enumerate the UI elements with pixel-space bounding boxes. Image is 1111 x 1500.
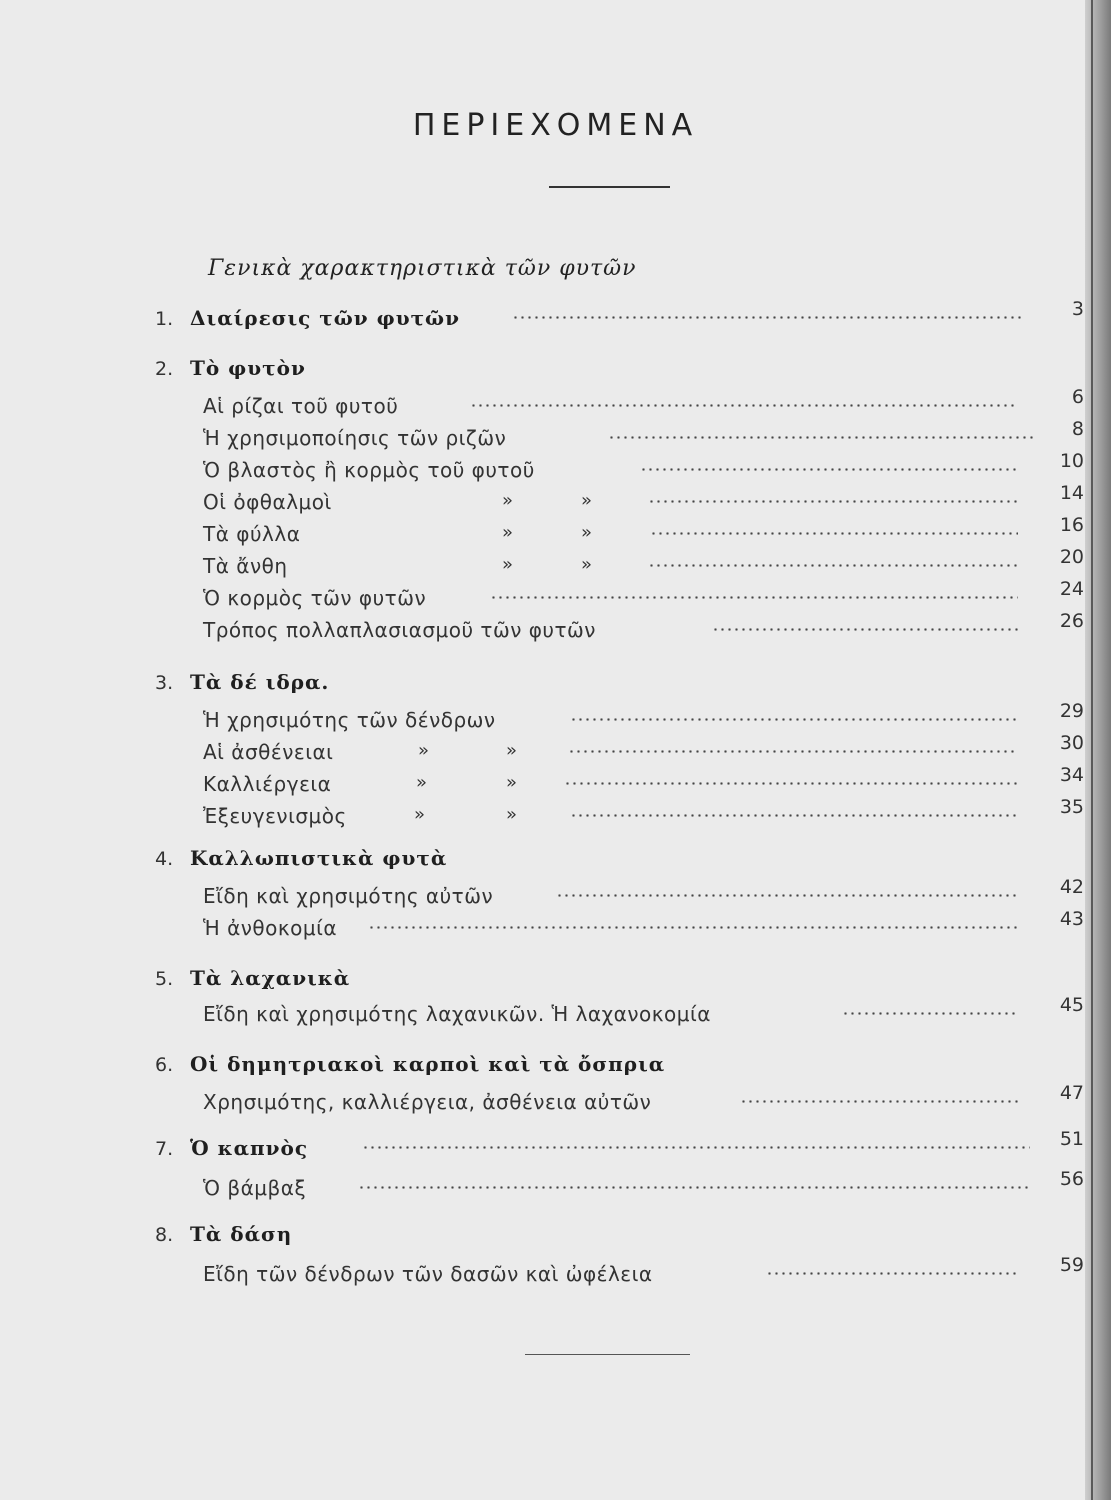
title-divider bbox=[549, 186, 670, 188]
section-heading: Οἱ δημητριακοὶ καρποὶ καὶ τὰ ὄσπρια bbox=[190, 1052, 666, 1076]
entry-title: Ἐξευγενισμὸς bbox=[203, 804, 347, 828]
page-title: ΠΕΡΙΕΧΟΜΕΝΑ bbox=[412, 108, 699, 143]
entry-title: Τὰ φύλλα bbox=[203, 522, 301, 546]
page-number: 8 bbox=[1071, 418, 1084, 440]
toc-entry[interactable] bbox=[0, 732, 1111, 770]
entry-title: Καλλιέργεια bbox=[203, 772, 332, 796]
leader-dots bbox=[512, 316, 1024, 319]
ditto-mark: » bbox=[506, 740, 518, 761]
toc-entry[interactable] bbox=[0, 994, 1111, 1032]
leader-dots bbox=[740, 1100, 1018, 1103]
toc-section-5 bbox=[0, 966, 1111, 996]
page-number: 56 bbox=[1059, 1168, 1084, 1190]
toc-entry[interactable] bbox=[0, 514, 1111, 552]
leader-dots bbox=[648, 500, 1018, 503]
bottom-divider bbox=[525, 1354, 690, 1355]
page-number: 47 bbox=[1059, 1082, 1084, 1104]
leader-dots bbox=[362, 1146, 1030, 1149]
entry-title: Οἱ ὀφθαλμοὶ bbox=[203, 490, 332, 514]
toc-intro-heading: Γενικὰ χαρακτηριστικὰ τῶν φυτῶν bbox=[208, 256, 637, 281]
toc-entry[interactable] bbox=[0, 876, 1111, 914]
toc-section-2 bbox=[0, 356, 1111, 386]
entry-title: Ὁ βάμβαξ bbox=[203, 1176, 307, 1200]
entry-title: Τὰ ἄνθη bbox=[203, 554, 288, 578]
toc-entry[interactable] bbox=[0, 1254, 1111, 1292]
leader-dots bbox=[556, 894, 1018, 897]
toc-entry[interactable] bbox=[0, 578, 1111, 616]
page-number: 43 bbox=[1059, 908, 1084, 930]
entry-title: Ἡ ἀνθοκομία bbox=[203, 916, 338, 940]
section-number: 6. bbox=[155, 1054, 174, 1076]
section-number: 4. bbox=[155, 848, 174, 870]
section-heading: Τὰ δάση bbox=[190, 1222, 293, 1246]
ditto-mark: » bbox=[581, 522, 593, 543]
toc-entry[interactable] bbox=[0, 1082, 1111, 1120]
leader-dots bbox=[650, 532, 1018, 535]
entry-title: Εἴδη καὶ χρησιμότης λαχανικῶν. Ἡ λαχανοκομία bbox=[203, 1002, 711, 1026]
toc-entry[interactable] bbox=[0, 418, 1111, 456]
ditto-mark: » bbox=[418, 740, 430, 761]
entry-title: Αἱ ρίζαι τοῦ φυτοῦ bbox=[203, 394, 399, 418]
leader-dots bbox=[368, 926, 1018, 929]
section-number: 3. bbox=[155, 672, 174, 694]
toc-entry[interactable] bbox=[0, 546, 1111, 584]
toc-entry[interactable] bbox=[0, 450, 1111, 488]
leader-dots bbox=[570, 814, 1018, 817]
toc-section-4 bbox=[0, 846, 1111, 876]
entry-title: Εἴδη τῶν δένδρων τῶν δασῶν καὶ ὠφέλεια bbox=[203, 1262, 653, 1286]
leader-dots bbox=[358, 1186, 1028, 1189]
toc-section-3 bbox=[0, 670, 1111, 700]
page-number: 29 bbox=[1059, 700, 1084, 722]
toc-entry[interactable] bbox=[0, 796, 1111, 834]
ditto-mark: » bbox=[502, 522, 514, 543]
page-number: 35 bbox=[1059, 796, 1084, 818]
toc-entry[interactable] bbox=[0, 908, 1111, 946]
page-number: 30 bbox=[1059, 732, 1084, 754]
leader-dots bbox=[564, 782, 1018, 785]
section-heading: Ὁ καπνὸς bbox=[190, 1136, 309, 1160]
entry-title: Εἴδη καὶ χρησιμότης αὐτῶν bbox=[203, 884, 494, 908]
leader-dots bbox=[608, 436, 1036, 439]
toc-section-1[interactable] bbox=[0, 298, 1111, 336]
page-number: 51 bbox=[1059, 1128, 1084, 1150]
leader-dots bbox=[648, 564, 1018, 567]
leader-dots bbox=[568, 750, 1018, 753]
section-heading: Τὰ δέ ιδρα. bbox=[190, 670, 330, 694]
page-number: 10 bbox=[1059, 450, 1084, 472]
leader-dots bbox=[842, 1012, 1018, 1015]
leader-dots bbox=[470, 404, 1018, 407]
entry-title: Τρόπος πολλαπλασιασμοῦ τῶν φυτῶν bbox=[203, 618, 596, 642]
entry-title: Ἡ χρησιμότης τῶν δένδρων bbox=[203, 708, 496, 732]
ditto-mark: » bbox=[506, 804, 518, 825]
toc-section-7[interactable] bbox=[0, 1128, 1111, 1166]
ditto-mark: » bbox=[416, 772, 428, 793]
ditto-mark: » bbox=[581, 554, 593, 575]
toc-entry[interactable] bbox=[0, 482, 1111, 520]
toc-entry[interactable] bbox=[0, 1168, 1111, 1206]
toc-section-6 bbox=[0, 1052, 1111, 1082]
ditto-mark: » bbox=[581, 490, 593, 511]
toc-section-8 bbox=[0, 1222, 1111, 1252]
entry-title: Χρησιμότης, καλλιέργεια, ἀσθένεια αὐτῶν bbox=[203, 1090, 652, 1114]
toc-entry[interactable] bbox=[0, 610, 1111, 648]
page-number: 59 bbox=[1059, 1254, 1084, 1276]
page-number: 26 bbox=[1059, 610, 1084, 632]
section-number: 2. bbox=[155, 358, 174, 380]
toc-entry[interactable] bbox=[0, 386, 1111, 424]
section-heading: Καλλωπιστικὰ φυτὰ bbox=[190, 846, 448, 870]
section-heading: Διαίρεσις τῶν φυτῶν bbox=[190, 306, 460, 330]
section-number: 5. bbox=[155, 968, 174, 990]
section-heading: Τὰ λαχανικὰ bbox=[190, 966, 351, 990]
page-number: 3 bbox=[1071, 298, 1084, 320]
page-number: 14 bbox=[1059, 482, 1084, 504]
section-heading: Τὸ φυτὸν bbox=[190, 356, 306, 380]
entry-title: Αἱ ἀσθένειαι bbox=[203, 740, 334, 764]
leader-dots bbox=[712, 628, 1018, 631]
ditto-mark: » bbox=[414, 804, 426, 825]
leader-dots bbox=[570, 718, 1018, 721]
page-number: 34 bbox=[1059, 764, 1084, 786]
toc-entry[interactable] bbox=[0, 764, 1111, 802]
ditto-mark: » bbox=[506, 772, 518, 793]
entry-title: Ὁ κορμὸς τῶν φυτῶν bbox=[203, 586, 427, 610]
leader-dots bbox=[490, 596, 1018, 599]
ditto-mark: » bbox=[502, 554, 514, 575]
page-number: 24 bbox=[1059, 578, 1084, 600]
leader-dots bbox=[640, 468, 1018, 471]
entry-title: Ὁ βλαστὸς ἢ κορμὸς τοῦ φυτοῦ bbox=[203, 458, 535, 482]
section-number: 7. bbox=[155, 1138, 174, 1160]
section-number: 8. bbox=[155, 1224, 174, 1246]
section-number: 1. bbox=[155, 308, 174, 330]
page-number: 45 bbox=[1059, 994, 1084, 1016]
ditto-mark: » bbox=[502, 490, 514, 511]
page-number: 6 bbox=[1071, 386, 1084, 408]
page-number: 20 bbox=[1059, 546, 1084, 568]
toc-entry[interactable] bbox=[0, 700, 1111, 738]
page-number: 42 bbox=[1059, 876, 1084, 898]
leader-dots bbox=[766, 1272, 1018, 1275]
entry-title: Ἡ χρησιμοποίησις τῶν ριζῶν bbox=[203, 426, 507, 450]
page-number: 16 bbox=[1059, 514, 1084, 536]
